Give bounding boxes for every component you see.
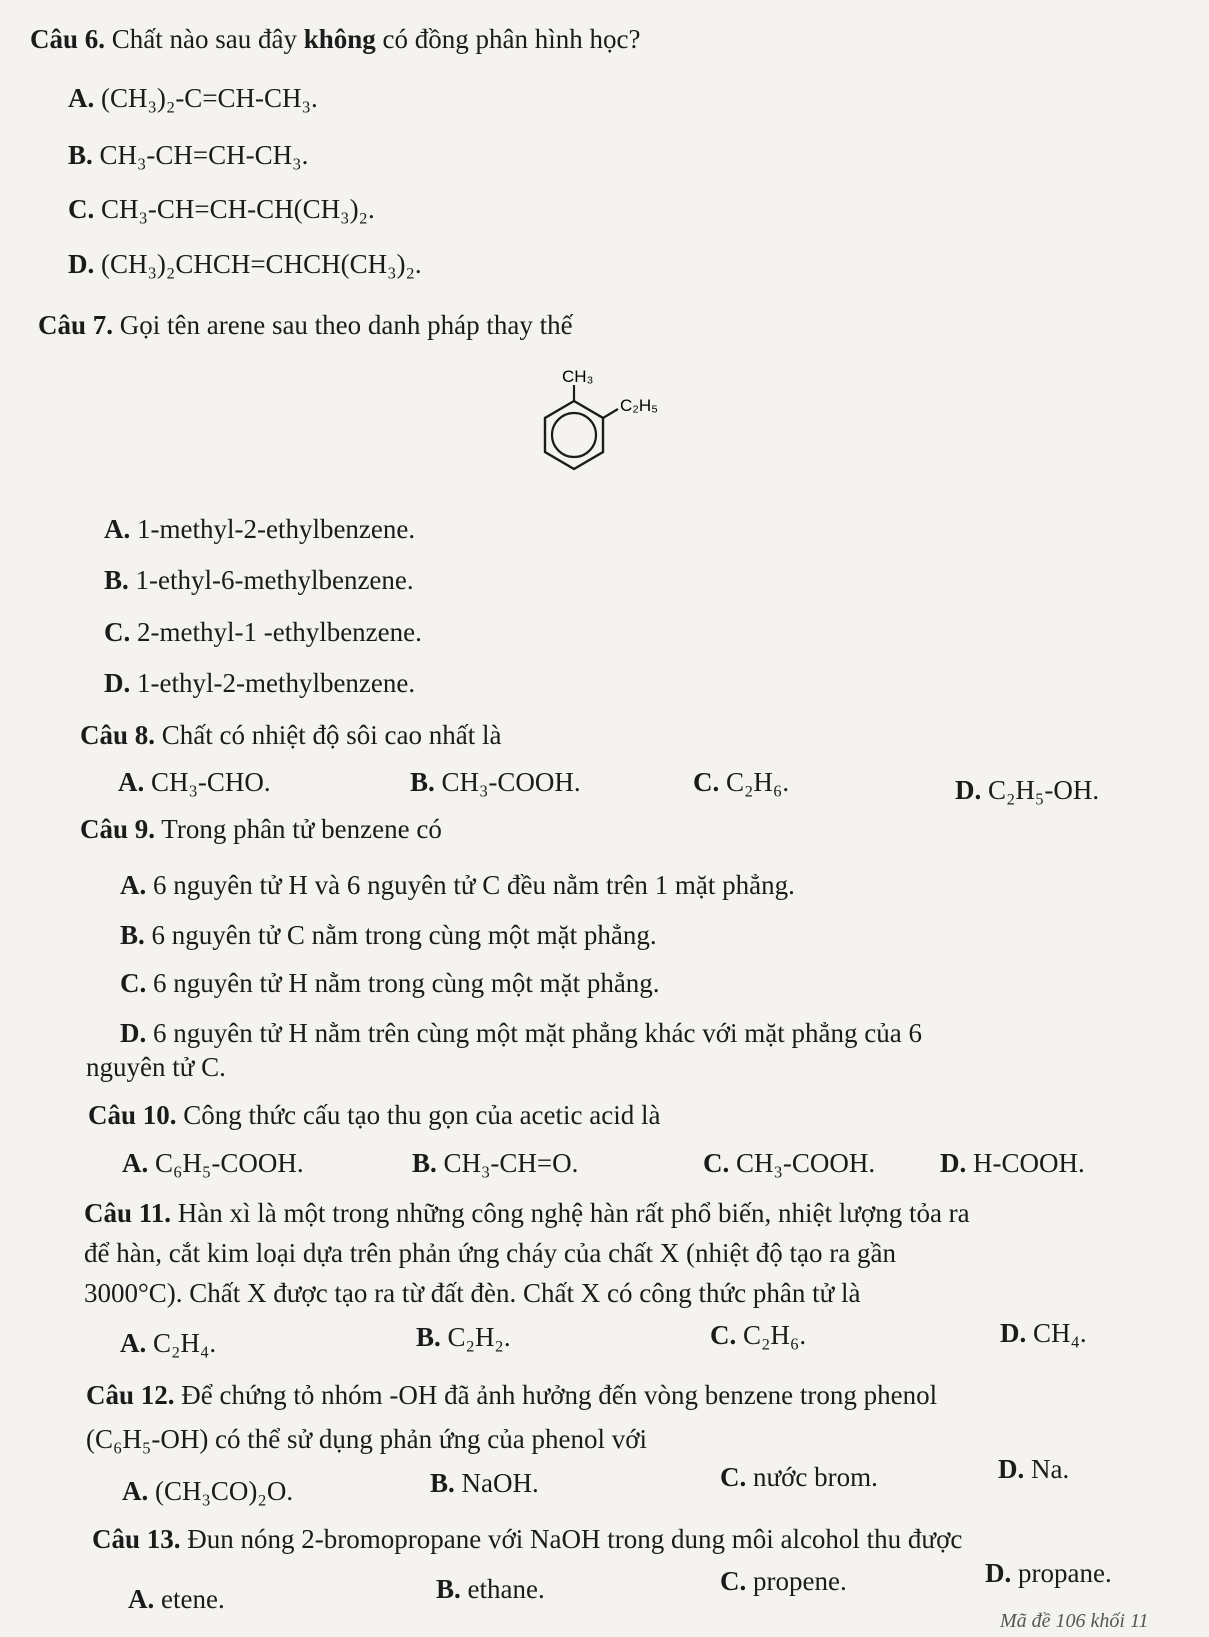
q12-option-a[interactable] (122, 1474, 293, 1508)
question-11-line2-row (84, 1236, 896, 1270)
question-11-label: Câu 11. (84, 1198, 172, 1228)
q7-option-c[interactable] (104, 615, 422, 649)
question-10-text: Công thức cấu tạo thu gọn của acetic acid là (183, 1100, 661, 1130)
q11-option-a-text: C₂H₄. (153, 1328, 217, 1358)
q11-option-d[interactable] (1000, 1316, 1087, 1350)
q10-option-c-text: CH₃-COOH. (736, 1148, 876, 1178)
q13-option-a-label: A. (128, 1584, 155, 1614)
question-11-line3: 3000°C). Chất X được tạo ra từ đất đèn. Chất X có công thức phân tử là (84, 1278, 861, 1308)
q13-option-d-label: D. (985, 1558, 1012, 1588)
question-9-label: Câu 9. (80, 814, 156, 844)
arene-structure (530, 365, 680, 505)
question-11-line1: Hàn xì là một trong những công nghệ hàn rất phổ biến, nhiệt lượng tỏa ra (177, 1198, 970, 1228)
q8-option-c-text: C₂H₆. (726, 767, 790, 797)
question-10 (88, 1098, 660, 1132)
q9-option-b-label: B. (120, 920, 145, 950)
q12-option-c[interactable] (720, 1460, 878, 1494)
question-6-text-bold: không (303, 24, 376, 54)
q9-option-a[interactable] (120, 868, 795, 902)
benzene-ring (545, 401, 603, 469)
question-8-label: Câu 8. (80, 720, 156, 750)
question-9 (80, 812, 442, 846)
question-13 (92, 1522, 962, 1556)
q7-option-b-text: 1-ethyl-6-methylbenzene. (135, 565, 414, 595)
q9-option-b[interactable] (120, 918, 657, 952)
q9-option-d-label: D. (120, 1018, 147, 1048)
q8-option-d-label: D. (955, 775, 982, 805)
q10-option-b-label: B. (412, 1148, 437, 1178)
q11-option-a[interactable] (120, 1326, 216, 1360)
question-11 (84, 1196, 970, 1230)
q13-option-d-text: propane. (1018, 1558, 1112, 1588)
question-13-text: Đun nóng 2-bromopropane với NaOH trong dung môi alcohol thu được (187, 1524, 963, 1554)
question-6-text-after: có đồng phân hình học? (382, 24, 641, 54)
q12-option-b[interactable] (430, 1466, 539, 1500)
question-10-label: Câu 10. (88, 1100, 177, 1130)
q11-option-c[interactable] (710, 1318, 806, 1352)
q7-option-a-text: 1-methyl-2-ethylbenzene. (137, 514, 416, 544)
q6-option-a-label: A. (68, 83, 95, 113)
q10-option-a[interactable] (122, 1146, 304, 1180)
q6-option-d-label: D. (68, 249, 95, 279)
q8-option-b[interactable] (410, 765, 581, 799)
q8-option-a[interactable] (118, 765, 271, 799)
q8-option-c[interactable] (693, 765, 789, 799)
q8-option-a-text: CH₃-CHO. (151, 767, 271, 797)
q10-option-a-text: C₆H₅-COOH. (155, 1148, 304, 1178)
q12-option-c-text: nước brom. (753, 1462, 878, 1492)
q8-option-b-text: CH₃-COOH. (441, 767, 581, 797)
question-12-line2: (C₆H₅-OH) có thể sử dụng phản ứng của phenol với (86, 1424, 648, 1454)
q7-option-b-label: B. (104, 565, 129, 595)
q11-option-b-text: C₂H₂. (447, 1322, 511, 1352)
q12-option-b-text: NaOH. (461, 1468, 539, 1498)
q9-option-d[interactable] (120, 1016, 922, 1050)
question-8 (80, 718, 501, 752)
q12-option-d-text: Na. (1031, 1454, 1070, 1484)
q10-option-b[interactable] (412, 1146, 578, 1180)
q9-option-c-label: C. (120, 968, 147, 998)
q7-option-b[interactable] (104, 563, 414, 597)
q8-option-d-text: C₂H₅-OH. (988, 775, 1100, 805)
question-6-label: Câu 6. (30, 24, 106, 54)
q10-option-b-text: CH₃-CH=O. (443, 1148, 579, 1178)
q6-option-c[interactable] (68, 192, 375, 226)
question-12-line1: Để chứng tỏ nhóm -OH đã ảnh hưởng đến vòng benzene trong phenol (181, 1380, 938, 1410)
q11-option-d-label: D. (1000, 1318, 1027, 1348)
q6-option-d[interactable] (68, 247, 422, 281)
question-7 (38, 308, 573, 342)
q12-option-c-label: C. (720, 1462, 747, 1492)
question-7-text: Gọi tên arene sau theo danh pháp thay thế (119, 310, 573, 340)
q7-option-d-label: D. (104, 668, 131, 698)
question-7-label: Câu 7. (38, 310, 114, 340)
question-12-line2-row (86, 1422, 647, 1456)
q13-option-b-label: B. (436, 1574, 461, 1604)
q11-option-b[interactable] (416, 1320, 511, 1354)
question-8-text: Chất có nhiệt độ sôi cao nhất là (161, 720, 502, 750)
question-12-label: Câu 12. (86, 1380, 175, 1410)
q11-option-c-text: C₂H₆. (743, 1320, 807, 1350)
question-12 (86, 1378, 937, 1412)
q6-option-c-label: C. (68, 194, 95, 224)
q13-option-d[interactable] (985, 1556, 1112, 1590)
q7-option-a-label: A. (104, 514, 131, 544)
q13-option-b-text: ethane. (467, 1574, 545, 1604)
q11-option-d-text: CH₄. (1033, 1318, 1087, 1348)
q6-option-b-label: B. (68, 140, 93, 170)
question-11-line3-row (84, 1276, 860, 1310)
q8-option-c-label: C. (693, 767, 720, 797)
q10-option-c-label: C. (703, 1148, 730, 1178)
q9-option-b-text: 6 nguyên tử C nằm trong cùng một mặt phẳng. (151, 920, 657, 950)
q11-option-b-label: B. (416, 1322, 441, 1352)
q6-option-c-text: CH₃-CH=CH-CH(CH₃)₂. (101, 194, 375, 224)
q6-option-b[interactable] (68, 138, 308, 172)
aromatic-circle (552, 413, 596, 457)
q6-option-b-text: CH₃-CH=CH-CH₃. (99, 140, 309, 170)
question-9-text: Trong phân tử benzene có (161, 814, 442, 844)
q9-option-d-line2 (86, 1050, 226, 1084)
q10-option-d-text: H-COOH. (973, 1148, 1085, 1178)
q6-option-a[interactable] (68, 81, 318, 115)
q6-option-d-text: (CH₃)₂CHCH=CHCH(CH₃)₂. (101, 249, 422, 279)
q13-option-c-label: C. (720, 1566, 747, 1596)
question-11-line2: để hàn, cắt kim loại dựa trên phản ứng cháy của chất X (nhiệt độ tạo ra gần (84, 1238, 896, 1268)
q12-option-d[interactable] (998, 1452, 1069, 1486)
question-13-label: Câu 13. (92, 1524, 181, 1554)
q13-option-a[interactable] (128, 1582, 225, 1616)
q12-option-b-label: B. (430, 1468, 455, 1498)
question-6 (30, 22, 640, 56)
q7-option-d[interactable] (104, 666, 415, 700)
q9-option-d-text: 6 nguyên tử H nằm trên cùng một mặt phẳng khác với mặt phẳng của 6 (153, 1018, 922, 1048)
ethyl-bond (603, 409, 618, 418)
q11-option-a-label: A. (120, 1328, 147, 1358)
q9-option-a-text: 6 nguyên tử H và 6 nguyên tử C đều nằm trên 1 mặt phẳng. (153, 870, 795, 900)
q8-option-b-label: B. (410, 767, 435, 797)
q9-option-c[interactable] (120, 966, 660, 1000)
exam-code-footer: Mã đề 106 khối 11 (1000, 1610, 1149, 1632)
q12-option-a-text: (CH₃CO)₂O. (155, 1476, 294, 1506)
q6-option-a-text: (CH₃)₂-C=CH-CH₃. (101, 83, 318, 113)
q13-option-c[interactable] (720, 1564, 847, 1598)
q12-option-a-label: A. (122, 1476, 149, 1506)
q13-option-b[interactable] (436, 1572, 545, 1606)
q10-option-c[interactable] (703, 1146, 875, 1180)
q9-option-a-label: A. (120, 870, 147, 900)
q13-option-a-text: etene. (161, 1584, 225, 1614)
q10-option-a-label: A. (122, 1148, 149, 1178)
methyl-label: CH₃ (562, 367, 594, 386)
q13-option-c-text: propene. (753, 1566, 847, 1596)
q11-option-c-label: C. (710, 1320, 737, 1350)
q12-option-d-label: D. (998, 1454, 1025, 1484)
q8-option-a-label: A. (118, 767, 145, 797)
q8-option-d[interactable] (955, 773, 1099, 807)
q10-option-d-label: D. (940, 1148, 967, 1178)
q7-option-a[interactable] (104, 512, 415, 546)
q9-option-c-text: 6 nguyên tử H nằm trong cùng một mặt phẳng. (153, 968, 660, 998)
q7-option-d-text: 1-ethyl-2-methylbenzene. (137, 668, 416, 698)
q7-option-c-label: C. (104, 617, 131, 647)
question-6-text-before: Chất nào sau đây (111, 24, 297, 54)
q10-option-d[interactable] (940, 1146, 1085, 1180)
q7-option-c-text: 2-methyl-1 -ethylbenzene. (137, 617, 422, 647)
q9-option-d-text-line2: nguyên tử C. (86, 1052, 226, 1082)
ethyl-label: C₂H₅ (620, 396, 659, 415)
